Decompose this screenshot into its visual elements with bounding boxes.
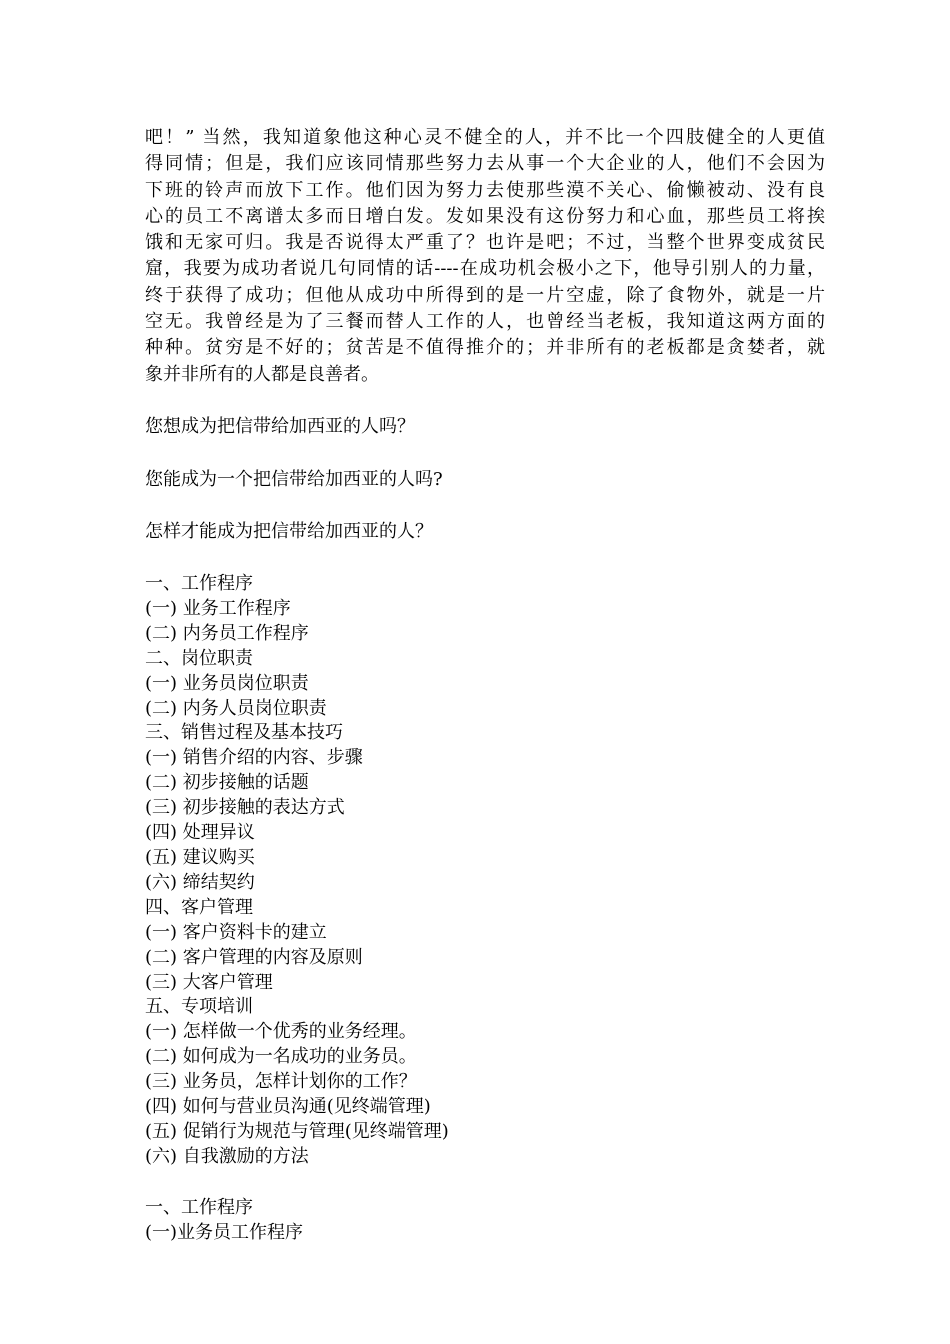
- question-line: 怎样才能成为把信带给加西亚的人？: [145, 521, 433, 543]
- toc-heading: 一、工作程序: [145, 573, 253, 595]
- paragraph-line: 窟，我要为成功者说几句同情的话----在成功机会极小之下，他导引别人的力量，: [145, 258, 825, 280]
- toc-item: (二) 内务人员岗位职责: [145, 697, 327, 719]
- spacer: [145, 493, 825, 519]
- toc-item: (二) 如何成为一名成功的业务员。: [145, 1046, 417, 1068]
- question-line: 您能成为一个把信带给加西亚的人吗?: [145, 468, 443, 490]
- paragraph-line: 种种。贫穷是不好的；贫苦是不值得推介的；并非所有的老板都是贪婪者，就: [145, 337, 825, 359]
- toc-item: (六) 缔结契约: [145, 871, 255, 893]
- paragraph-line: 下班的铃声而放下工作。他们因为努力去使那些漠不关心、偷懒被动、没有良: [145, 179, 825, 201]
- toc-item: (二) 初步接触的话题: [145, 772, 309, 794]
- toc-item: (一) 销售介绍的内容、步骤: [145, 747, 363, 769]
- toc-item: (五) 促销行为规范与管理(见终端管理): [145, 1120, 449, 1142]
- toc-item: (一) 怎样做一个优秀的业务经理。: [145, 1021, 417, 1043]
- toc-item: (三) 业务员，怎样计划你的工作？: [145, 1071, 417, 1093]
- question-line: 您想成为把信带给加西亚的人吗？: [145, 416, 415, 438]
- paragraph-line: 得同情；但是，我们应该同情那些努力去从事一个大企业的人，他们不会因为: [145, 153, 825, 175]
- toc-heading: 二、岗位职责: [145, 647, 253, 669]
- table-of-contents: [145, 572, 825, 1170]
- toc-item: (四) 如何与营业员沟通(见终端管理): [145, 1096, 431, 1118]
- paragraph-line: 终于获得了成功；但他从成功中所得到的是一片空虚，除了食物外，就是一片: [145, 284, 825, 306]
- section-start: [145, 1196, 825, 1246]
- paragraph-line: 心的员工不离谱太多而日增白发。发如果没有这份努力和心血，那些员工将挨: [145, 205, 825, 227]
- toc-item: (六) 自我激励的方法: [145, 1145, 309, 1167]
- spacer: [145, 546, 825, 572]
- toc-item: (二) 内务员工作程序: [145, 622, 309, 644]
- paragraph-line: 空无。我曾经是为了三餐而替人工作的人，也曾经当老板，我知道这两方面的: [145, 311, 825, 333]
- toc-item: (三) 初步接触的表达方式: [145, 797, 345, 819]
- spacer: [145, 441, 825, 467]
- toc-item: (一) 业务工作程序: [145, 597, 291, 619]
- spacer: [145, 388, 825, 414]
- section-heading: 一、工作程序: [145, 1197, 253, 1219]
- paragraph-line: 吧！” 当然，我知道象他这种心灵不健全的人，并不比一个四肢健全的人更值: [145, 127, 825, 148]
- toc-heading: 四、客户管理: [145, 896, 253, 918]
- subsection-heading: (一)业务员工作程序: [145, 1222, 304, 1243]
- toc-heading: 五、专项培训: [145, 996, 253, 1018]
- toc-item: (二) 客户管理的内容及原则: [145, 946, 363, 968]
- toc-item: (三) 大客户管理: [145, 971, 273, 993]
- toc-item: (一) 客户资料卡的建立: [145, 921, 327, 943]
- document-page: [145, 125, 825, 1246]
- paragraph-line: 饿和无家可归。我是否说得太严重了？也许是吧；不过，当整个世界变成贫民: [145, 232, 825, 254]
- body-paragraph: [145, 125, 825, 388]
- toc-item: (五) 建议购买: [145, 847, 255, 869]
- paragraph-line: 象并非所有的人都是良善者。: [145, 363, 379, 385]
- spacer: [145, 1170, 825, 1196]
- toc-item: (四) 处理异议: [145, 822, 255, 844]
- toc-heading: 三、销售过程及基本技巧: [145, 722, 343, 744]
- toc-item: (一) 业务员岗位职责: [145, 672, 309, 694]
